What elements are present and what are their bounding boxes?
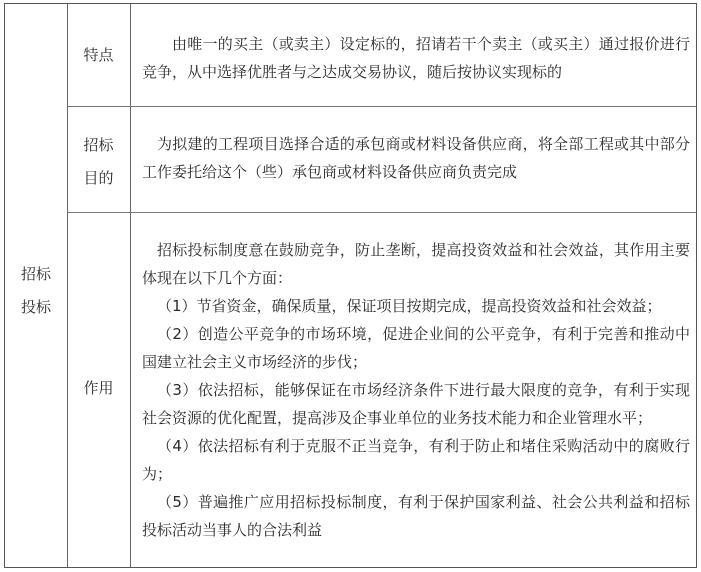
role-item-3: （3）依法招标，能够保证在市场经济条件下进行最大限度的竞争，有利于实现社会资源的优化配置，提高涉及企事业单位的业务技术能力和企业管理水平；: [142, 381, 690, 427]
role-text: [142, 236, 690, 544]
section-label: [5, 258, 67, 324]
purpose-paragraph: 为拟建的工程项目选择合适的承包商或材料设备供应商，将全部工程或其中部分工作委托给这个（些）承包商或材料设备供应商负责完成: [142, 135, 690, 181]
features-label: [67, 39, 130, 72]
role-item-2: （2）创造公平竞争的市场环境，促进企业间的公平竞争，有利于完善和推动中国建立社会主义市场经济的步伐；: [142, 325, 690, 371]
row-divider: [67, 212, 696, 213]
section-label-line1: 招标: [20, 265, 51, 283]
purpose-label-line2: 目的: [83, 169, 114, 187]
role-item-5: （5）普遍推广应用招标投标制度，有利于保护国家利益、社会公共利益和招标投标活动当事人的合法利益: [142, 493, 690, 539]
features-label-text: 特点: [83, 46, 114, 64]
features-text: [142, 30, 690, 86]
section-label-line2: 投标: [20, 298, 51, 316]
column-divider: [130, 4, 131, 567]
role-intro: 招标投标制度意在鼓励竞争，防止垄断，提高投资效益和社会效益，其作用主要体现在以下几个方面：: [142, 241, 690, 287]
purpose-label: [67, 129, 130, 195]
purpose-label-line1: 招标: [83, 136, 114, 154]
role-label: [67, 372, 130, 405]
table: [4, 3, 697, 568]
purpose-text: [142, 130, 690, 186]
column-divider: [67, 4, 68, 567]
features-paragraph: 由唯一的买主（或卖主）设定标的，招请若干个卖主（或买主）通过报价进行竞争，从中选择优胜者与之达成交易协议，随后按协议实现标的: [142, 35, 690, 81]
role-label-text: 作用: [83, 379, 114, 397]
role-item-1: （1）节省资金，确保质量，保证项目按期完成，提高投资效益和社会效益；: [157, 297, 662, 315]
row-divider: [67, 106, 696, 107]
role-item-4: （4）依法招标有利于克服不正当竞争，有利于防止和堵住采购活动中的腐败行为；: [142, 437, 690, 483]
